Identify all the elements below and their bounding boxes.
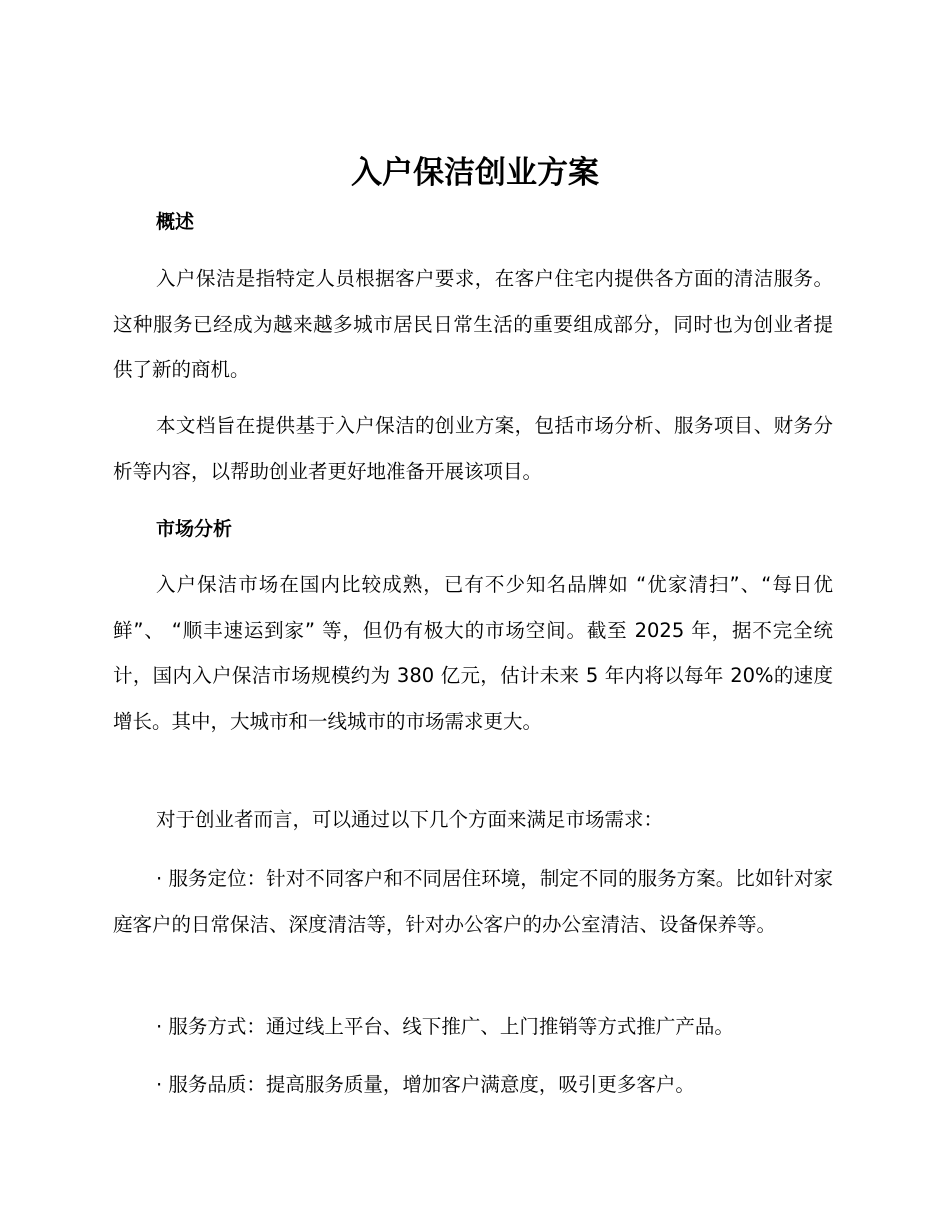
market-bullet-service-positioning: · 服务定位：针对不同客户和不同居住环境，制定不同的服务方案。比如针对家庭客户的日常保洁、深度清洁等，针对办公客户的办公室清洁、设备保养等。: [113, 867, 833, 936]
market-paragraph-1: 入户保洁市场在国内比较成熟，已有不少知名品牌如 “优家清扫”、“每日优鲜”、 “顺丰速运到家” 等，但仍有极大的市场空间。截至 2025 年，据不完全统计，国内入户保洁市场规模约为 380 亿元，估计未来 5 年内将以每年 20%的速度增长。其中，大城市和一线城市的市场需求更大。: [113, 573, 833, 733]
market-bullet-service-quality: · 服务品质：提高服务质量，增加客户满意度，吸引更多客户。: [156, 1073, 695, 1096]
market-bullet-service-method: · 服务方式：通过线上平台、线下推广、上门推销等方式推广产品。: [156, 1015, 734, 1038]
overview-paragraph-2: 本文档旨在提供基于入户保洁的创业方案，包括市场分析、服务项目、财务分析等内容，以帮助创业者更好地准备开展该项目。: [113, 414, 833, 483]
section-heading-overview: 概述: [156, 211, 195, 233]
overview-paragraph-1: 入户保洁是指特定人员根据客户要求，在客户住宅内提供各方面的清洁服务。这种服务已经成为越来越多城市居民日常生活的重要组成部分，同时也为创业者提供了新的商机。: [113, 267, 833, 381]
section-heading-market-analysis: 市场分析: [156, 518, 233, 540]
document-title: 入户保洁创业方案: [351, 155, 599, 191]
market-paragraph-2: 对于创业者而言，可以通过以下几个方面来满足市场需求：: [156, 808, 664, 831]
